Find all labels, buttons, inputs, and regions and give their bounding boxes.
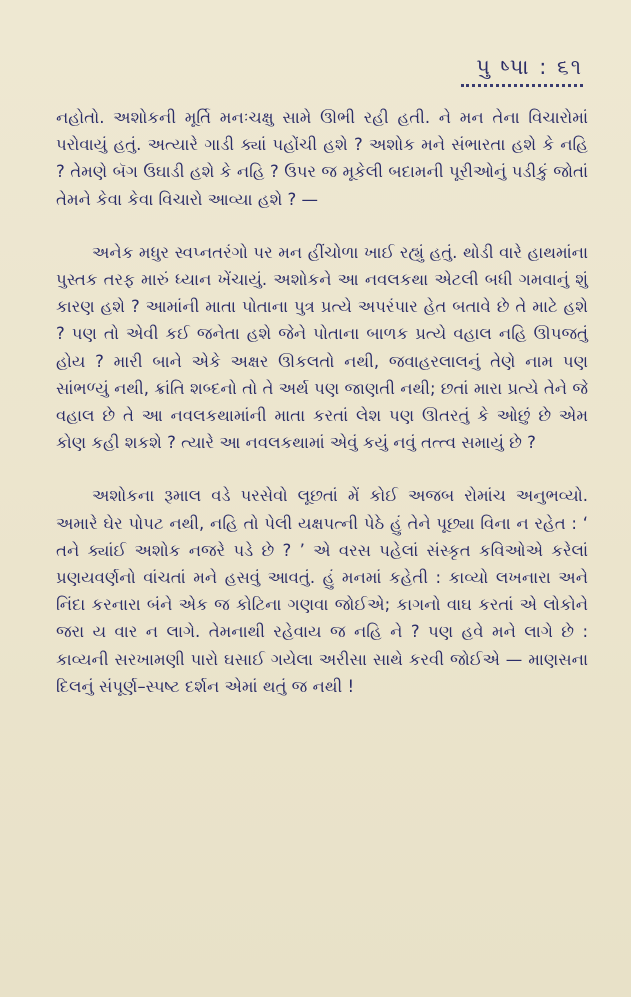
body-text: [56, 104, 588, 700]
dotted-rule: [461, 84, 583, 87]
paragraph-continued: નહોતો. અશોકની મૂર્તિ મનઃચક્ષુ સામે ઊભી રહી હતી. ને મન તેના વિચારોમાં પરોવાયું હતું. અત્યારે ગાડી ક્યાં પહોંચી હશે ? અશોક મને સંભારતા હશે કે નહિ ? તેમણે બૅગ ઉઘાડી હશે કે નહિ ? ઉપર જ મૂકેલી બદામની પૂરીઓનું પડીકું જોતાં તેમને કેવા કેવા વિચારો આવ્યા હશે ? —: [56, 108, 588, 209]
running-head: પુ ષ્પા : ૬૧: [476, 55, 583, 79]
paragraph: અનેક મધુર સ્વપ્નતરંગો પર મન હીંચોળા ખાઈ રહ્યું હતું. થોડી વારે હાથમાંના પુસ્તક તરફ મારું ધ્યાન ખેંચાયું. અશોકને આ નવલકથા એટલી બધી ગમવાનું શું કારણ હશે ? આમાંની માતા પોતાના પુત્ર પ્રત્યે અપરંપાર હેત બતાવે છે તે માટે હશે ? પણ તો એવી કઈ જનેતા હશે જેને પોતાના બાળક પ્રત્યે વહાલ નહિ ઊપજતું હોય ? મારી બાને એકે અક્ષર ઊકલતો નથી, જવાહરલાલનું તેણે નામ પણ સાંભળ્યું નથી, ક્રાંતિ શબ્દનો તો તે અર્થ પણ જાણતી નથી; છતાં મારા પ્રત્યે તેને જે વહાલ છે તે આ નવલકથામાંની માતા કરતાં લેશ પણ ઊતરતું કે ઓછું છે એમ કોણ કહી શકશે ? ત્યારે આ નવલકથામાં એવું કયું નવું તત્ત્વ સમાયું છે ?: [56, 242, 588, 453]
paragraph: અશોકના રૂમાલ વડે પરસેવો લૂછતાં મેં કોઈ અજબ રોમાંચ અનુભવ્યો. અમારે ઘેર પોપટ નથી, નહિ તો પેલી યક્ષપત્ની પેઠે હું તેને પૂછ્યા વિના ન રહેત : ‘ તને ક્યાંઈ અશોક નજરે પડે છે ? ’ એ વરસ પહેલાં સંસ્કૃત કવિઓએ કરેલાં પ્રણયવર્ણનો વાંચતાં મને હસવું આવતું. હું મનમાં કહેતી : કાવ્યો લખનારા અને નિંદા કરનારા બંને એક જ કોટિના ગણવા જોઈએ; કાગનો વાઘ કરતાં એ લોકોને જરા ય વાર ન લાગે. તેમનાથી રહેવાય જ નહિ ને ? પણ હવે મને લાગે છે : કાવ્યની સરખામણી પારો ઘસાઈ ગયેલા અરીસા સાથે કરવી જોઈએ — માણસના દિલનું સંપૂર્ણ–સ્પષ્ટ દર્શન એમાં થતું જ નથી !: [56, 486, 588, 696]
page-header: [461, 55, 583, 87]
